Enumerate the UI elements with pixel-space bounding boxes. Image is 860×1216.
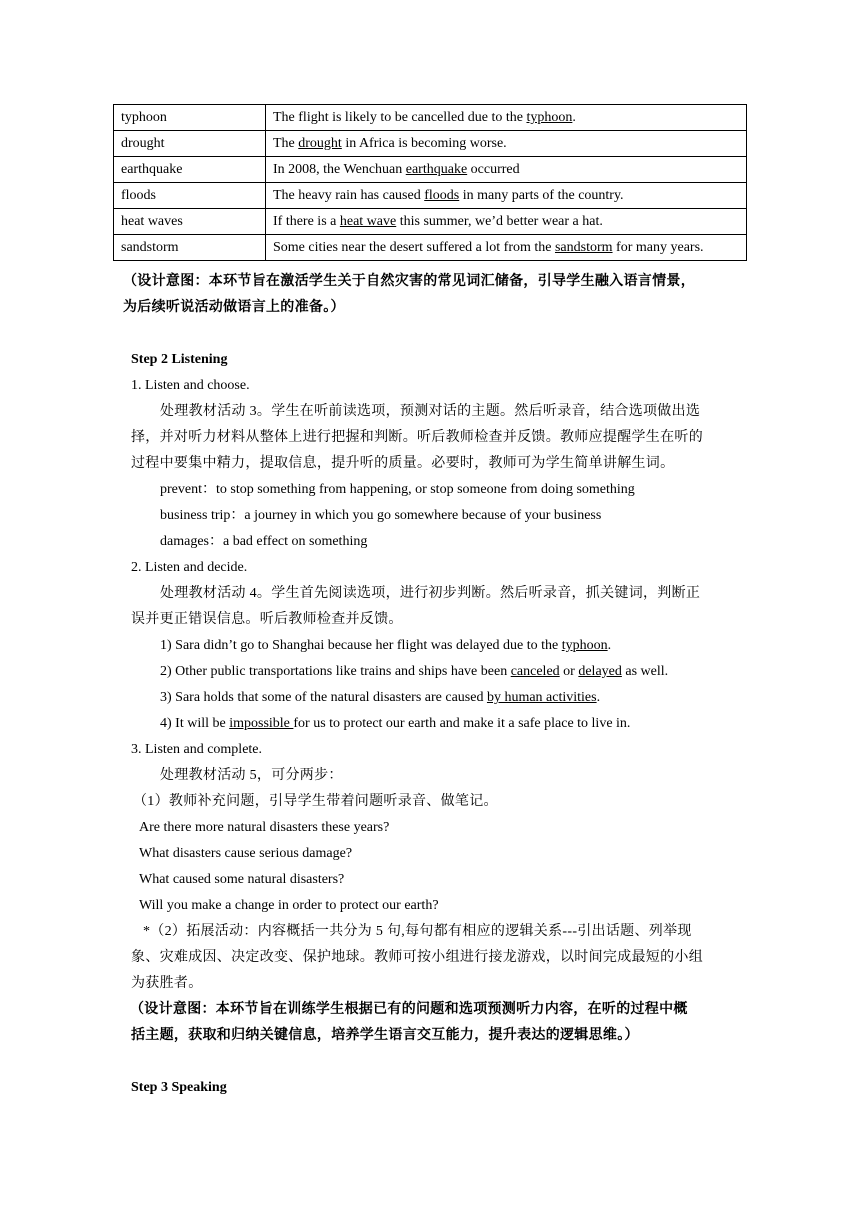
extension-line-2: 象、灾难成因、决定改变、保护地球。教师可按小组进行接龙游戏，以时间完成最短的小组 bbox=[131, 950, 703, 965]
statement-text: 3) Sara holds that some of the natural disasters are caused bbox=[160, 690, 487, 705]
guiding-question: Will you make a change in order to protect our earth? bbox=[139, 898, 439, 913]
extension-line-1: *（2）拓展活动：内容概括一共分为 5 句,每句都有相应的逻辑关系---引出话题、列举现 bbox=[143, 924, 692, 939]
vocab-word: earthquake bbox=[114, 157, 266, 183]
vocab-example-text: in Africa is becoming worse. bbox=[341, 136, 507, 151]
statement-1 bbox=[160, 636, 611, 656]
listen-decide-line-1: 处理教材活动 4。学生首先阅读选项，进行初步判断。然后听录音，抓关键词，判断正 bbox=[160, 586, 701, 601]
vocab-key-word: heat wave bbox=[339, 214, 397, 229]
statement-text: as well. bbox=[621, 664, 669, 679]
listen-choose-title: 1. Listen and choose. bbox=[131, 378, 250, 393]
vocab-word: heat waves bbox=[114, 209, 266, 235]
listen-choose-line-3: 过程中要集中精力，提取信息，提升听的质量。必要时，教师可为学生简单讲解生词。 bbox=[131, 456, 675, 471]
vocab-word: drought bbox=[114, 131, 266, 157]
vocab-example-text: in many parts of the country. bbox=[459, 188, 624, 203]
statement-text: 1) Sara didn’t go to Shanghai because her flight was delayed due to the bbox=[160, 638, 562, 653]
design-intent-2-line-2: 括主题，获取和归纳关键信息，培养学生语言交互能力，提升表达的逻辑思维。） bbox=[131, 1028, 639, 1043]
design-intent-1-line-2: 为后续听说活动做语言上的准备。） bbox=[123, 300, 345, 315]
vocab-example-text: occurred bbox=[467, 162, 520, 177]
vocab-row bbox=[114, 209, 747, 235]
vocab-example bbox=[266, 131, 747, 157]
vocab-word: sandstorm bbox=[114, 235, 266, 261]
statement-text: or bbox=[559, 664, 579, 679]
vocab-row bbox=[114, 235, 747, 261]
listen-decide-title: 2. Listen and decide. bbox=[131, 560, 248, 575]
vocab-row bbox=[114, 105, 747, 131]
vocab-definition: prevent：to stop something from happening, or stop someone from doing something bbox=[160, 482, 635, 497]
vocab-example bbox=[266, 235, 747, 261]
vocab-word: typhoon bbox=[114, 105, 266, 131]
design-intent-1-line-1: （设计意图：本环节旨在激活学生关于自然灾害的常见词汇储备，引导学生融入语言情景， bbox=[123, 274, 695, 289]
statement-text: 4) It will be bbox=[160, 716, 230, 731]
vocab-key-word: earthquake bbox=[405, 162, 468, 177]
statement-text: . bbox=[596, 690, 601, 705]
extension-line-3: 为获胜者。 bbox=[131, 976, 203, 991]
listen-choose-line-2: 择，并对听力材料从整体上进行把握和判断。听后教师检查并反馈。教师应提醒学生在听的 bbox=[131, 430, 703, 445]
vocab-example-text: Some cities near the desert suffered a lot from the bbox=[273, 240, 555, 255]
vocabulary-table-body bbox=[114, 105, 747, 261]
vocab-key-word: typhoon bbox=[526, 110, 573, 125]
listen-complete-line-2: （1）教师补充问题，引导学生带着问题听录音、做笔记。 bbox=[133, 794, 498, 809]
vocab-definition: damages：a bad effect on something bbox=[160, 534, 368, 549]
guiding-question: Are there more natural disasters these years? bbox=[139, 820, 390, 835]
statement-answer: by human activities bbox=[486, 690, 597, 705]
vocab-word: floods bbox=[114, 183, 266, 209]
vocab-key-word: sandstorm bbox=[554, 240, 613, 255]
vocab-row bbox=[114, 157, 747, 183]
statement-answer: impossible bbox=[229, 716, 294, 731]
listen-complete-line-1: 处理教材活动 5，可分两步： bbox=[160, 768, 343, 783]
design-intent-2-line-1: （设计意图：本环节旨在训练学生根据已有的问题和选项预测听力内容，在听的过程中概 bbox=[130, 1002, 688, 1017]
vocab-key-word: floods bbox=[424, 188, 460, 203]
vocab-key-word: drought bbox=[298, 136, 342, 151]
listen-choose-line-1: 处理教材活动 3。学生在听前读选项，预测对话的主题。然后听录音，结合选项做出选 bbox=[160, 404, 701, 419]
vocab-example bbox=[266, 209, 747, 235]
vocab-example-text: . bbox=[572, 110, 576, 125]
vocab-example bbox=[266, 157, 747, 183]
statement-answer: typhoon bbox=[561, 638, 608, 653]
vocab-example bbox=[266, 183, 747, 209]
vocab-example-text: The flight is likely to be cancelled due to the bbox=[273, 110, 527, 125]
vocab-example-text: for many years. bbox=[612, 240, 704, 255]
vocab-definition: business trip：a journey in which you go somewhere because of your business bbox=[160, 508, 602, 523]
guiding-question: What caused some natural disasters? bbox=[139, 872, 345, 887]
statement-text: 2) Other public transportations like trains and ships have been bbox=[160, 664, 511, 679]
vocab-row bbox=[114, 131, 747, 157]
statement-3 bbox=[160, 688, 600, 708]
statement-text: . bbox=[607, 638, 612, 653]
step2-heading: Step 2 Listening bbox=[131, 352, 228, 367]
guiding-question: What disasters cause serious damage? bbox=[139, 846, 353, 861]
listen-complete-title: 3. Listen and complete. bbox=[131, 742, 263, 757]
statement-text: for us to protect our earth and make it a safe place to live in. bbox=[293, 716, 631, 731]
vocab-example-text: The bbox=[273, 136, 299, 151]
vocab-example-text: this summer, we’d better wear a hat. bbox=[396, 214, 603, 229]
vocabulary-table bbox=[113, 104, 747, 261]
vocab-example-text: If there is a bbox=[273, 214, 340, 229]
statement-4 bbox=[160, 714, 630, 734]
statement-answer: canceled bbox=[510, 664, 560, 679]
step3-heading: Step 3 Speaking bbox=[131, 1080, 227, 1095]
vocab-example-text: In 2008, the Wenchuan bbox=[273, 162, 406, 177]
statement-2 bbox=[160, 662, 668, 682]
vocab-example-text: The heavy rain has caused bbox=[273, 188, 425, 203]
vocab-row bbox=[114, 183, 747, 209]
listen-decide-line-2: 误并更正错误信息。听后教师检查并反馈。 bbox=[131, 612, 403, 627]
vocab-example bbox=[266, 105, 747, 131]
statement-answer: delayed bbox=[578, 664, 622, 679]
